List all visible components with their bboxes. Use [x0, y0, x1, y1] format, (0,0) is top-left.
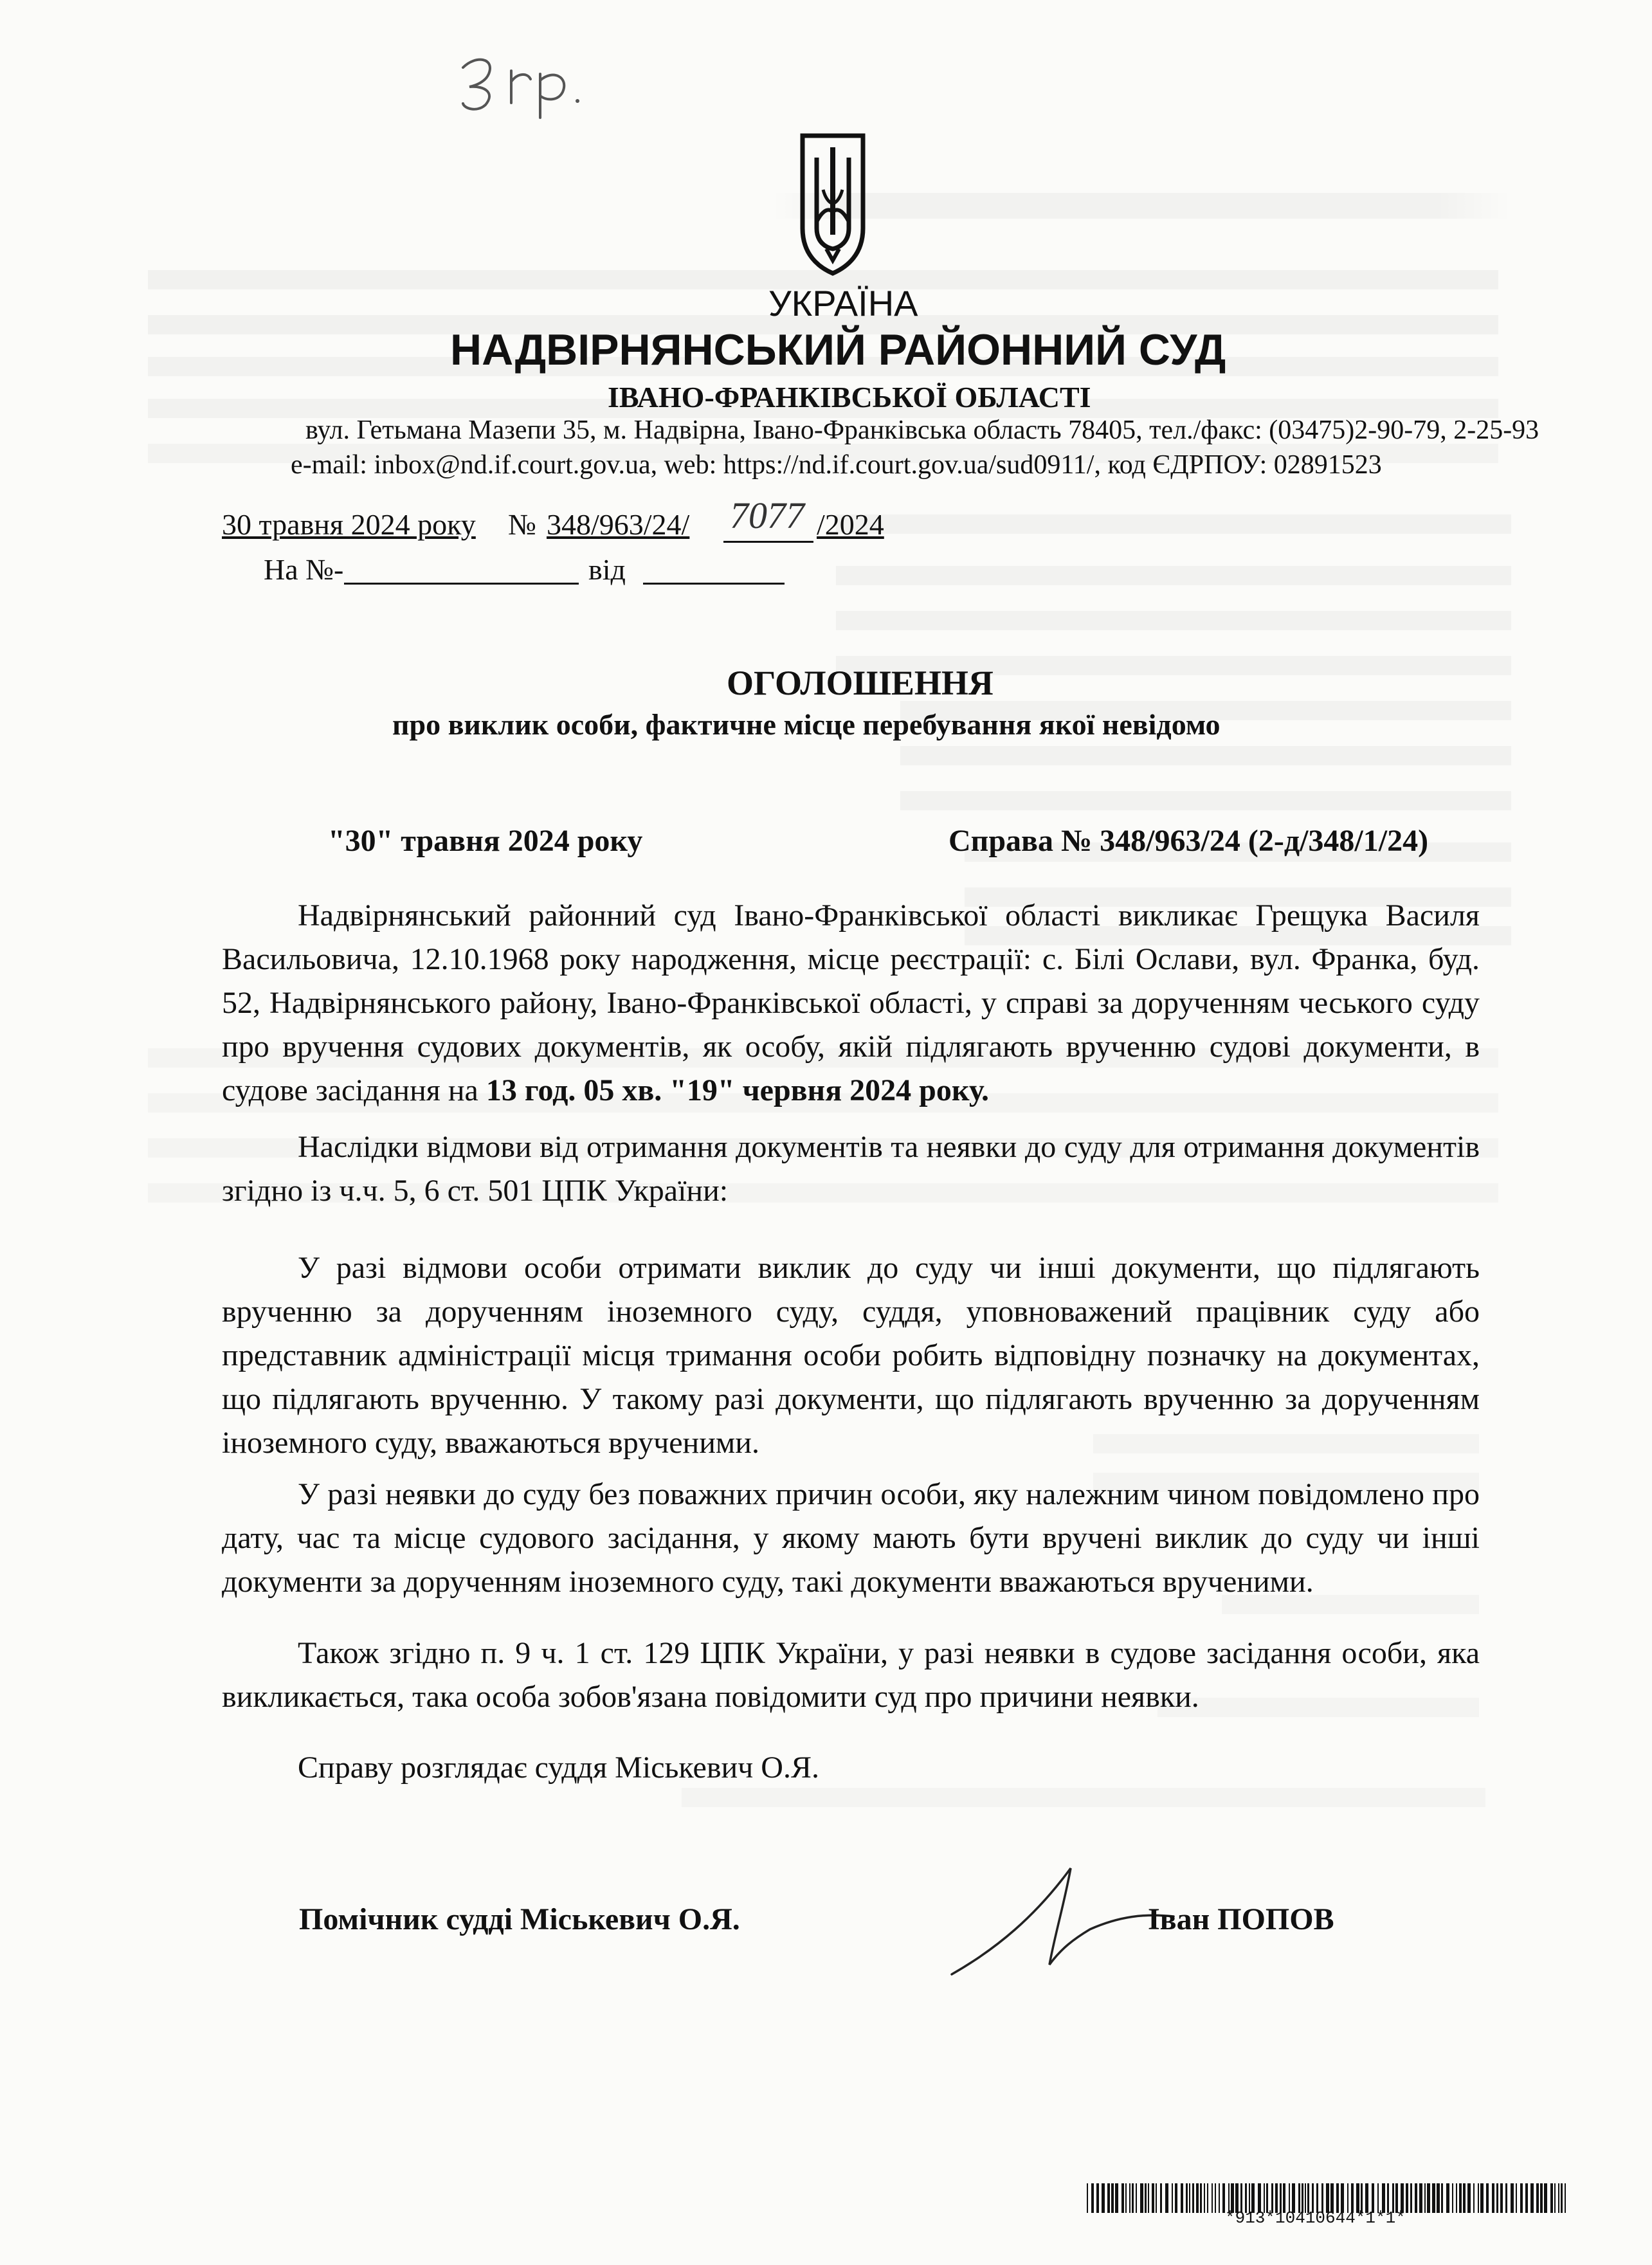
court-address: вул. Гетьмана Мазепи 35, м. Надвірна, Івано-Франківська область 78405, тел./факс: (03475)2-90-79, 2-25-93: [305, 415, 1539, 445]
barcode-bar: [1452, 2183, 1453, 2213]
barcode-bar: [1520, 2183, 1523, 2213]
barcode-bar: [1087, 2183, 1088, 2213]
barcode-bar: [1129, 2183, 1130, 2213]
barcode-bar: [1561, 2183, 1563, 2213]
barcode-bar: [1406, 2183, 1408, 2213]
signature-position: Помічник судді Міськевич О.Я.: [299, 1902, 740, 1936]
barcode-bar: [1204, 2183, 1205, 2213]
barcode-bar: [1196, 2183, 1199, 2213]
hearing-time: 13 год. 05 хв. "19" червня 2024 року.: [486, 1073, 990, 1107]
barcode-bar: [1459, 2183, 1462, 2213]
barcode-bar: [1492, 2183, 1494, 2213]
barcode-bar: [1096, 2183, 1099, 2213]
barcode: [1087, 2183, 1575, 2228]
na-underline: [344, 583, 579, 585]
barcode-bar: [1530, 2183, 1534, 2213]
barcode-bar: [1424, 2183, 1426, 2213]
handwritten-signature: [939, 1852, 1183, 1981]
barcode-bar: [1550, 2183, 1553, 2213]
court-region: ІВАНО-ФРАНКІВСЬКОЇ ОБЛАСТІ: [608, 381, 1091, 414]
barcode-bar: [1511, 2183, 1514, 2213]
registration-line: [222, 495, 994, 550]
barcode-bar: [1189, 2183, 1190, 2213]
paragraph-duty-to-notify: Також згідно п. 9 ч. 1 ст. 129 ЦПК України, у разі неявки в судове засідання особи, яка викликається, така особа зобов'язана повідомити суд про причини неявки.: [222, 1636, 1480, 1714]
paragraph-summons: [222, 894, 1480, 1113]
barcode-bar: [1486, 2183, 1489, 2213]
barcode-bar: [1156, 2183, 1157, 2213]
coat-of-arms-icon: [797, 132, 868, 277]
barcode-bar: [1181, 2183, 1183, 2213]
paragraph-consequences-intro: Наслідки відмови від отримання документів та неявки до суду для отримання документів згідно із ч.ч. 5, 6 ст. 501 ЦПК України:: [222, 1130, 1480, 1208]
barcode-bar: [1145, 2183, 1147, 2213]
reg-number-underline: [723, 541, 813, 543]
barcode-bar: [1456, 2183, 1457, 2213]
barcode-bar: [1148, 2183, 1149, 2213]
barcode-bar: [1215, 2183, 1216, 2213]
barcode-bar: [1516, 2183, 1517, 2213]
barcode-bar: [1186, 2183, 1188, 2213]
barcode-bar: [1419, 2183, 1422, 2213]
paragraph-refusal: У разі відмови особи отримати виклик до суду чи інші документи, що підлягають врученню за дорученням іноземного суду, суддя, уповноважений працівник суду або представник адміністрації місця тримання особи робить відповідну позначку на документах, що підлягають врученню. У такому разі документи, що підлягають врученню за дорученням іноземного суду, вважаються врученими.: [222, 1251, 1480, 1460]
barcode-bar: [1200, 2183, 1202, 2213]
barcode-bar: [1480, 2183, 1484, 2213]
barcode-bar: [1125, 2183, 1127, 2213]
document-title: ОГОЛОШЕННЯ: [727, 664, 994, 702]
document-subtitle: про виклик особи, фактичне місце перебування якої невідомо: [392, 708, 1221, 741]
barcode-bar: [1473, 2183, 1475, 2213]
barcode-bar: [1160, 2183, 1162, 2213]
barcode-bar: [1558, 2183, 1559, 2213]
barcode-bar: [1446, 2183, 1449, 2213]
barcode-bar: [1111, 2183, 1114, 2213]
barcode-bar: [1207, 2183, 1208, 2213]
reg-date: 30 травня 2024 року: [222, 508, 476, 541]
notice-date: "30" травня 2024 року: [328, 824, 643, 858]
court-contacts: e-mail: inbox@nd.if.court.gov.ua, web: https://nd.if.court.gov.ua/sud0911/, код ЄДРПОУ: 02891523: [291, 450, 1382, 480]
barcode-bar: [1136, 2183, 1137, 2213]
barcode-bar: [1478, 2183, 1479, 2213]
summons-text: Надвірнянський районний суд Івано-Франківської області викликає Грещука Василя Васильовича, 12.10.1968 року народження, місце реєстрації: с. Білі Ослави, вул. Франка, буд. 52, Надвірнянського району, Івано-Франківської області, у справі за дорученням чеського суду про вручення судових документів, як особу, якій підлягають врученню судові документи, в судове засідання на: [222, 898, 1480, 1107]
reg-no-label: №: [508, 508, 536, 541]
barcode-bar: [1427, 2183, 1430, 2213]
barcode-bar: [1132, 2183, 1134, 2213]
barcode-bar: [1500, 2183, 1503, 2213]
barcode-bar: [1437, 2183, 1440, 2213]
barcode-bar: [1212, 2183, 1213, 2213]
paragraph-judge: Справу розглядає суддя Міськевич О.Я.: [298, 1751, 819, 1785]
barcode-bar: [1091, 2183, 1094, 2213]
case-number: Справа № 348/963/24 (2-д/348/1/24): [949, 824, 1429, 858]
barcode-bar: [1536, 2183, 1539, 2213]
barcode-bar: [1544, 2183, 1547, 2213]
barcode-bar: [1540, 2183, 1543, 2213]
na-label: На №-: [264, 553, 344, 586]
barcode-text: *913*10410644*1*1*: [1225, 2208, 1406, 2228]
reg-number-suffix: /2024: [817, 508, 884, 541]
barcode-bar: [1441, 2183, 1443, 2213]
reg-number-handwritten: 7077: [730, 495, 804, 536]
barcode-bar: [1219, 2183, 1220, 2213]
barcode-bar: [1496, 2183, 1498, 2213]
barcode-bar: [1121, 2183, 1124, 2213]
na-line: [264, 550, 842, 596]
barcode-bar: [1175, 2183, 1177, 2213]
vid-label: від: [588, 553, 626, 586]
handwritten-note-scribble: [450, 42, 592, 119]
barcode-bar: [1115, 2183, 1118, 2213]
barcode-bar: [1525, 2183, 1528, 2213]
barcode-bar: [1192, 2183, 1194, 2213]
barcode-bar: [1415, 2183, 1417, 2213]
barcode-bar: [1165, 2183, 1168, 2213]
barcode-bar: [1102, 2183, 1105, 2213]
barcode-bar: [1505, 2183, 1507, 2213]
barcode-bar: [1463, 2183, 1466, 2213]
barcode-bar: [1140, 2183, 1143, 2213]
barcode-bar: [1565, 2183, 1566, 2213]
vid-underline: [643, 583, 785, 585]
barcode-bar: [1152, 2183, 1154, 2213]
court-name: НАДВІРНЯНСЬКИЙ РАЙОННИЙ СУД: [450, 325, 1226, 374]
barcode-bar: [1172, 2183, 1173, 2213]
barcode-bar: [1554, 2183, 1556, 2213]
barcode-bar: [1410, 2183, 1412, 2213]
signature-name: Іван ПОПОВ: [1148, 1902, 1334, 1936]
barcode-bar: [1467, 2183, 1471, 2213]
header-country: УКРАЇНА: [768, 283, 918, 323]
reg-number-prefix: 348/963/24/: [547, 508, 690, 541]
paragraph-nonappearance: У разі неявки до суду без поважних причин особи, яку належним чином повідомлено про дату, час та місце судового засідання, у якому мають бути вручені виклик до суду чи інші документи за дорученням іноземного суду, такі документи вважаються врученими.: [222, 1477, 1480, 1599]
barcode-bar: [1107, 2183, 1110, 2213]
barcode-bar: [1432, 2183, 1435, 2213]
handwritten-note: [450, 42, 592, 119]
